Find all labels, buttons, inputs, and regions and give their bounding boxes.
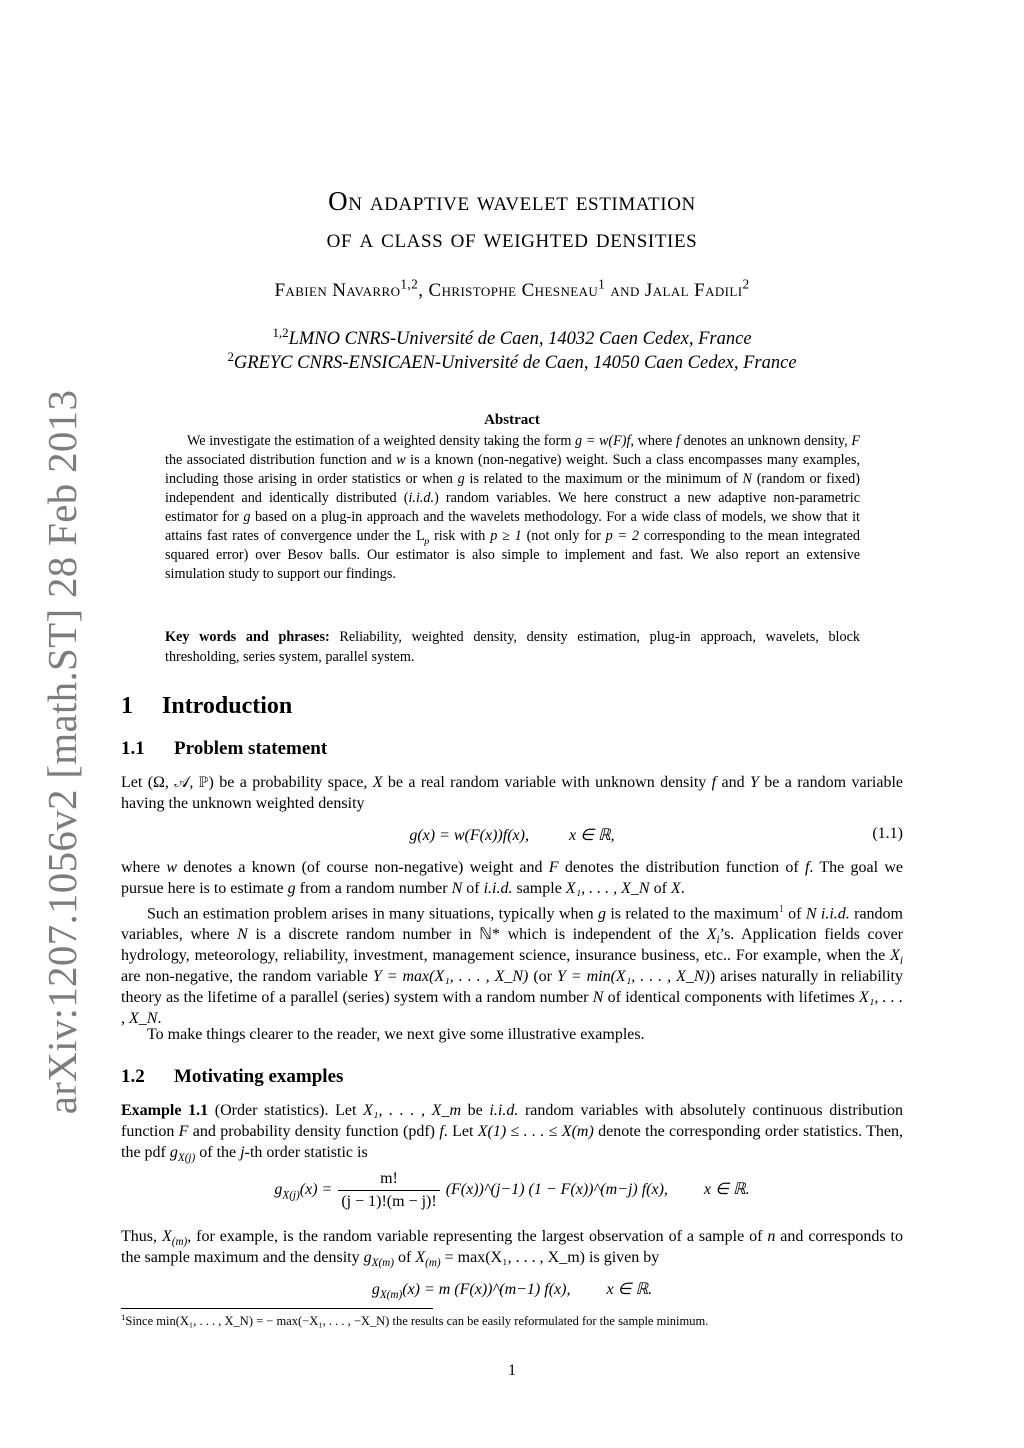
title-line-2: of a class of weighted densities [326, 223, 698, 253]
equation-number: (1.1) [872, 825, 903, 842]
intro-paragraph-1: Let (Ω, 𝒜, ℙ) be a probability space, X be a real random variable with unknown density f and Y be a random variable having the unknown weighted density [121, 774, 903, 812]
affiliations [120, 324, 904, 375]
section-1-1-heading: 1.1 Problem statement [121, 738, 328, 759]
intro-paragraph-3: Such an estimation problem arises in many situations, typically when g is related to the maximum$^1$ of N i.i.d. random variables, where N is a discrete random number in ℕ* which is independent of the $X_i’s$. Application fields cover hydrology, meteorology, reliability, investment, management science, insurance business, etc.. For example, when the $X_i$ are non-negative, the random variable Y = max(X₁, . . . , X_N) (or Y = min(X₁, . . . , X_N)) arises naturally in reliability theory as the lifetime of a parallel (series) system with a random number N of identical components with lifetimes X₁, . . . , X_N. [121, 904, 904, 1028]
author-and: and [610, 280, 640, 301]
footnote-divider [121, 1308, 433, 1309]
author-1: Fabien Navarro [274, 280, 401, 301]
equation-max-density: $g_{X(m)}(x) = m$ (F(x))^(m−1) f(x), x ∈ ℝ. [371, 1281, 653, 1302]
example-1-1: Example 1.1 (Order statistics). Let X₁, . . . , X_m be i.i.d. random variables with absolutely continuous distribution function F and probability density function (pdf) f. Let X(1) ≤ . . . ≤ X(m) denote the corresponding order statistics. Then, the pdf $g_{X(j)}$ of the j-th order statistic is [121, 1102, 904, 1165]
affiliation-2 [120, 348, 904, 375]
author-3: Jalal Fadili [644, 280, 743, 301]
title-line-1: On adaptive wavelet estimation [328, 186, 696, 216]
affiliation-2-text: GREYC CNRS-ENSICAEN-Université de Caen, 14050 Caen Cedex, France [233, 353, 797, 373]
example-continuation: Thus, $X_{(m)}$, for example, is the random variable representing the largest observation of a sample of n and corresponds to the sample maximum and the density $g_{X(m)}$ of $X_{(m)} = \max(X_1$, . . . , X_m) is given by [121, 1228, 904, 1270]
intro-paragraph-2: where w denotes a known (of course non-negative) weight and F denotes the distribution function of f. The goal we pursue here is to estimate g from a random number N of i.i.d. sample X₁, . . . , X_N of X. [121, 859, 903, 897]
keywords-label: Key words and phrases: [165, 629, 330, 645]
footnote-ref[interactable]: 1 [778, 904, 784, 915]
page-number: 1 [508, 1362, 516, 1379]
affiliation-1-text: LMNO CNRS-Université de Caen, 14032 Caen Cedex, France [288, 329, 752, 349]
footnote-1: $^1$Since min(X₁, . . . , X_N) = − max(−X₁, . . . , −X_N) the results can be easily reformulated for the sample minimum. [121, 1311, 709, 1328]
keywords [165, 627, 860, 667]
section-1-heading: 1 Introduction [121, 693, 293, 719]
equation-order-statistic: $g_{X(j)}(x)$ = $\frac{m!}{(j - 1)!(m - j)!}$ (F(x))^(j−1) (1 − F(x))^(m−j) f(x), x ∈ ℝ. [274, 1170, 750, 1210]
author-1-affil: 1,2 [400, 276, 419, 292]
arxiv-stamp: arXiv:1207.1056v2 [math.ST] 28 Feb 2013 [39, 389, 85, 1115]
author-2-affil: 1 [598, 276, 606, 292]
example-label: Example 1.1 [121, 1102, 209, 1119]
affiliation-2-sup: 2 [227, 348, 234, 364]
intro-paragraph-4: To make things clearer to the reader, we next give some illustrative examples. [147, 1026, 645, 1043]
affiliation-1-sup: 1,2 [272, 324, 289, 340]
paper-title [120, 183, 904, 257]
affiliation-1 [120, 324, 904, 351]
fraction: $\frac{m!}{(j - 1)!(m - j)!}$ [338, 1170, 439, 1211]
author-list: Fabien Navarro$^{1,2}$, Christophe Chesneau$^1$ and Jalal Fadili$^2$ [274, 276, 750, 301]
keywords-text: Reliability, weighted density, density estimation, plug-in approach, wavelets, block thresholding, series system, parallel system. [165, 629, 860, 665]
equation-1-1: g(x) = w(F(x))f(x), x ∈ ℝ, (1.1) [409, 825, 903, 844]
author-2: Christophe Chesneau [428, 280, 599, 301]
author-3-affil: 2 [742, 276, 750, 292]
abstract-text: We investigate the estimation of a weighted density taking the form g = w(F)f, where f denotes an unknown density, F the associated distribution function and w is a known (non-negative) weight. Such a class encompasses many examples, including those arising in order statistics or when g is related to the maximum or the minimum of N (random or fixed) independent and identically distributed (i.i.d.) random variables. We here construct a new adaptive non-parametric estimator for g based on a plug-in approach and the wavelets methodology. For a wide class of models, we show that it attains fast rates of convergence under the $L_p$ risk with p ≥ 1 (not only for p = 2 corresponding to the mean integrated squared error) over Besov balls. Our estimator is also simple to implement and fast. We also report an extensive simulation study to support our findings. [165, 433, 860, 582]
abstract-heading: Abstract [484, 412, 540, 428]
section-1-2-heading: 1.2 Motivating examples [121, 1066, 344, 1087]
